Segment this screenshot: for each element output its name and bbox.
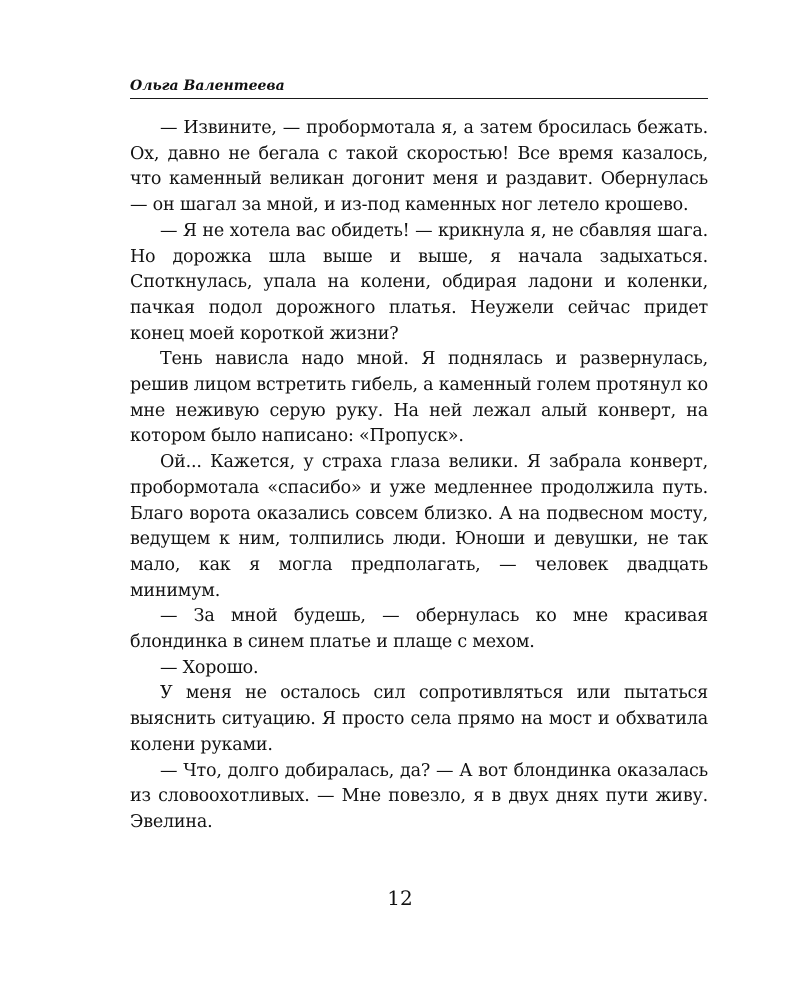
paragraph-3: Тень нависла надо мной. Я поднялась и развернулась, решив лицом встретить гибель, а каменный голем протянул ко мне неживую серую руку. На ней лежал алый конверт, на котором было написано: «Пропуск». (130, 349, 708, 447)
paragraph-1: — Извините, — пробормотала я, а затем бросилась бежать. Ох, давно не бегала с такой скоростью! Все время казалось, что каменный великан догонит меня и раздавит. Обернулась — он шагал за мной, и из-под каменных ног летело крошево. (130, 118, 708, 216)
paragraph-4: Ой... Кажется, у страха глаза велики. Я забрала конверт, пробормотала «спасибо» и уже медленнее продолжила путь. Благо ворота оказались совсем близко. А на подвесном мосту, ведущем к ним, толпились люди. Юноши и девушки, не так мало, как я могла предполагать, — человек двадцать минимум. (130, 452, 708, 601)
page-number: 12 (387, 886, 413, 910)
paragraph-2: — Я не хотела вас обидеть! — крикнула я, не сбавляя шага. Но дорожка шла выше и выше, я начала задыхаться. Споткнулась, упала на колени, обдирая ладони и коленки, пачкая подол дорожного платья. Неужели сейчас придет конец моей короткой жизни? (130, 220, 708, 344)
page-body (130, 116, 708, 836)
paragraph-5: — За мной будешь, — обернулась ко мне красивая блондинка в синем платье и плаще с мехом. (130, 606, 708, 653)
paragraph-6: — Хорошо. (160, 657, 259, 678)
running-header (130, 76, 708, 99)
paragraph-7: У меня не осталось сил сопротивляться или пытаться выяснить ситуацию. Я просто села прямо на мост и обхватила колени руками. (130, 683, 708, 755)
paragraph-8: — Что, долго добиралась, да? — А вот блондинка оказалась из словоохотливых. — Мне повезло, я в двух днях пути живу. Эвелина. (130, 760, 708, 832)
author-name: Ольга Валентеева (130, 78, 285, 94)
